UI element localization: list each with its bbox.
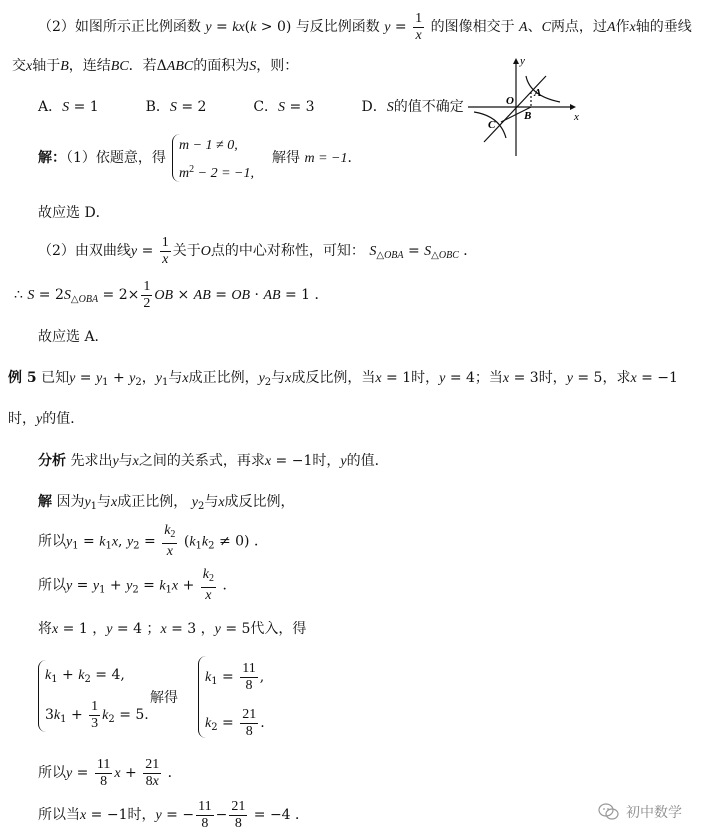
fig-label-a: A [534, 87, 542, 99]
ex5-line-2: 时，y的值． [8, 411, 85, 427]
analysis-line: 分析 先求出y与x之间的关系式，再求x = −1时，y的值． [38, 453, 389, 469]
system-of-equations: $k_1 + k_2 = 4$, $3k_1$ + $\frac{1}{3}$ $k_2 = 5$. [38, 660, 149, 732]
solution-line-5: 所以y = $\frac{11}{8}$ x + $\frac{21}{8x}$ ． [38, 756, 182, 789]
fig-label-o: O [506, 95, 514, 107]
fig-label-x: x [574, 111, 579, 123]
watermark [598, 802, 682, 822]
q2-text: 两点，过 [550, 19, 607, 35]
fig-label-b: B [524, 110, 532, 122]
sol2-line-2: ∴ $S = 2S_{\triangle OBA} = 2\times$ $\frac{1}{2}$ OB × AB = OB · AB = 1 ． [14, 278, 329, 311]
sol1-choice: 故应选 D． [38, 205, 110, 221]
q2-text: 作 [615, 19, 630, 35]
q2-text: 轴的垂线 [635, 19, 692, 35]
q2-options [38, 97, 464, 118]
q2-text: （2）如图所示正比例函数 [38, 19, 201, 35]
sol1-lead: 解：（1）依题意，得 [38, 150, 166, 166]
option-d[interactable]: D．S的值不确定 [361, 99, 464, 115]
watermark-text: 初中数学 [626, 804, 682, 820]
q2-text: 与反比例函数 [295, 19, 380, 35]
ex5-line-1: 例 5 已知$y = y_1 + y_2$，$y_1$与x成正比例，$y_2$与x成反比例，当x = 1时，y = 4；当x = 3时，y = 5，求x = −1 [8, 370, 678, 388]
fig-label-y: y [520, 55, 525, 67]
solution-line-1: 解 因为$y_1$与x成正比例， $y_2$与x成反比例， [38, 494, 295, 512]
function-graph-figure [464, 52, 584, 160]
option-c[interactable]: C．S = 3 [253, 99, 315, 115]
sol1-system: m − 1 ≠ 0, $m^2 - 2 = -1$, [172, 134, 254, 182]
q2-text: 的图像相交于 [430, 19, 515, 35]
q2-line-1: （2）如图所示正比例函数 y = kx(k > 0) 与反比例函数 y = $\frac{1}{x}$ 的图像相交于 A、C两点，过A作x轴的垂线 [38, 10, 692, 43]
fig-label-c: C [488, 119, 496, 131]
option-b[interactable]: B．S = 2 [145, 99, 207, 115]
solution-line-3: 所以$y = y_1 + y_2 = k_1x$ + $\frac{k_2}{x}$ ． [38, 567, 237, 603]
option-a[interactable]: A．S = 1 [38, 99, 99, 115]
sol1-result: 解得 m = −1． [272, 150, 362, 166]
solution-line-2: 所以$y_1 = k_1x$, $y_2$ = $\frac{k_2}{x}$ $(k_1k_2 \ne 0)$ ． [38, 523, 268, 559]
solve-word: 解得 [150, 690, 178, 706]
sol2-choice: 故应选 A． [38, 329, 109, 345]
wechat-icon [598, 803, 620, 821]
sol2-line-1: （2）由双曲线y = $\frac{1}{x}$ 关于O点的中心对称性，可知： $S_{\triangle OBA} = S_{\triangle OBC}$ ． [38, 234, 478, 267]
q2-line-2: 交x轴于B，连结BC．若ΔABC的面积为S，则： [12, 58, 299, 74]
solution-line-6: 所以当x = −1时，y = − $\frac{11}{8}$ − $\frac{21}{8}$ = −4 ． [38, 798, 310, 831]
solution-line-4: 将x = 1 ，y = 4 ；x = 3 ，y = 5代入，得 [38, 621, 307, 637]
system-solution: $k_1$ = $\frac{11}{8}$ , $k_2$ = $\frac{21}{8}$ . [198, 656, 265, 738]
